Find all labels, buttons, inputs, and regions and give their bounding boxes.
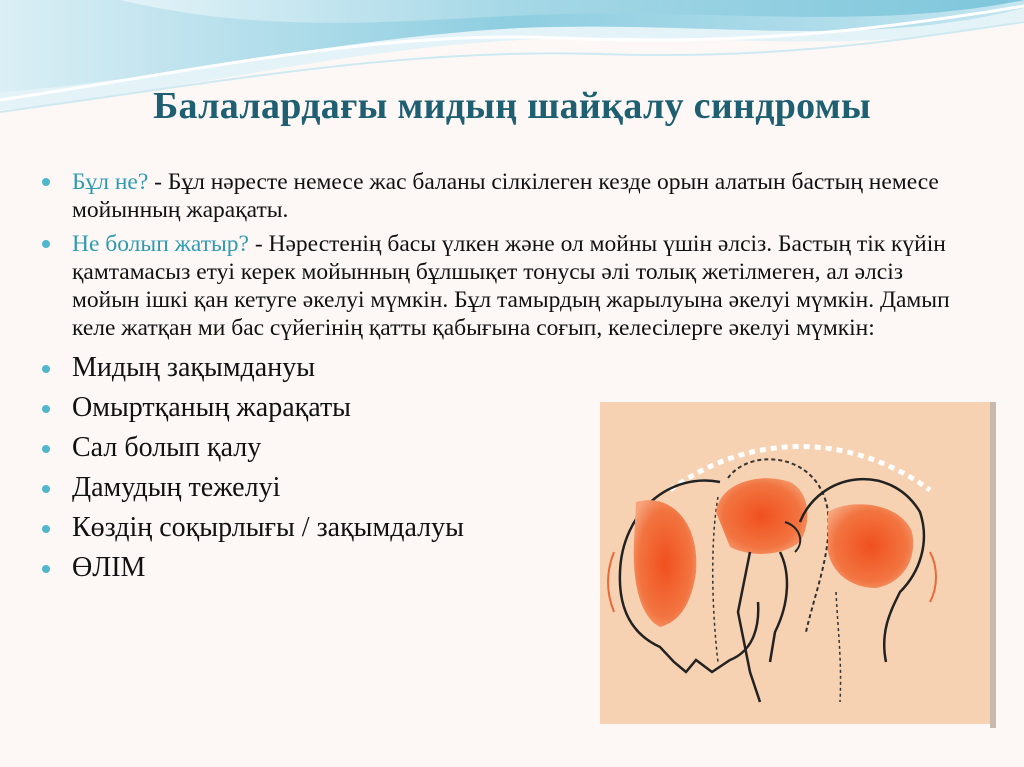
question-label: Бұл не? xyxy=(72,169,149,195)
question-label: Не болып жатыр? xyxy=(72,231,249,257)
bullet-dot xyxy=(42,525,50,533)
list-item-text: ӨЛІМ xyxy=(72,552,146,583)
shaken-baby-head-illustration xyxy=(600,402,996,728)
slide-title: Балалардағы мидың шайқалу синдромы xyxy=(153,85,871,127)
list-item-text: Сал болып қалу xyxy=(72,432,262,463)
bullet-dot xyxy=(42,445,50,453)
bullet-dot xyxy=(42,485,50,493)
bullet-dot xyxy=(42,240,50,248)
paragraph-text: - Нәрестенің басы үлкен және ол мойны үшін әлсіз. Бастың тік күйін қамтамасыз етуі керек мойынның бұлшықет тонусы әлі толық жетілмеген, ал әлсіз мойын ішкі қан кетуге әкелуі мүмкін. Бұл тамырдың жарылуына әкелуі мүмкін. Дамып келе жатқан ми бас сүйегінің қатты қабығына соғып, келесілерге әкелуі мүмкін: xyxy=(72,231,950,341)
list-item-text: Мидың зақымдануы xyxy=(72,352,316,383)
list-item-text: Дамудың тежелуі xyxy=(72,472,281,503)
paragraph-what-happens xyxy=(40,230,960,342)
bullet-dot xyxy=(42,565,50,573)
list-item-text: Көздің соқырлығы / зақымдалуы xyxy=(72,512,464,543)
paragraph-text: - Бұл нәресте немесе жас баланы сілкілеген кезде орын алатын бастың немесе мойынның жарақаты. xyxy=(72,169,939,223)
bullet-dot xyxy=(42,365,50,373)
bullet-dot xyxy=(42,178,50,186)
list-item-text: Омыртқаның жарақаты xyxy=(72,392,351,423)
list-item xyxy=(40,348,960,388)
paragraph-what-is-it xyxy=(40,168,960,224)
bullet-dot xyxy=(42,405,50,413)
